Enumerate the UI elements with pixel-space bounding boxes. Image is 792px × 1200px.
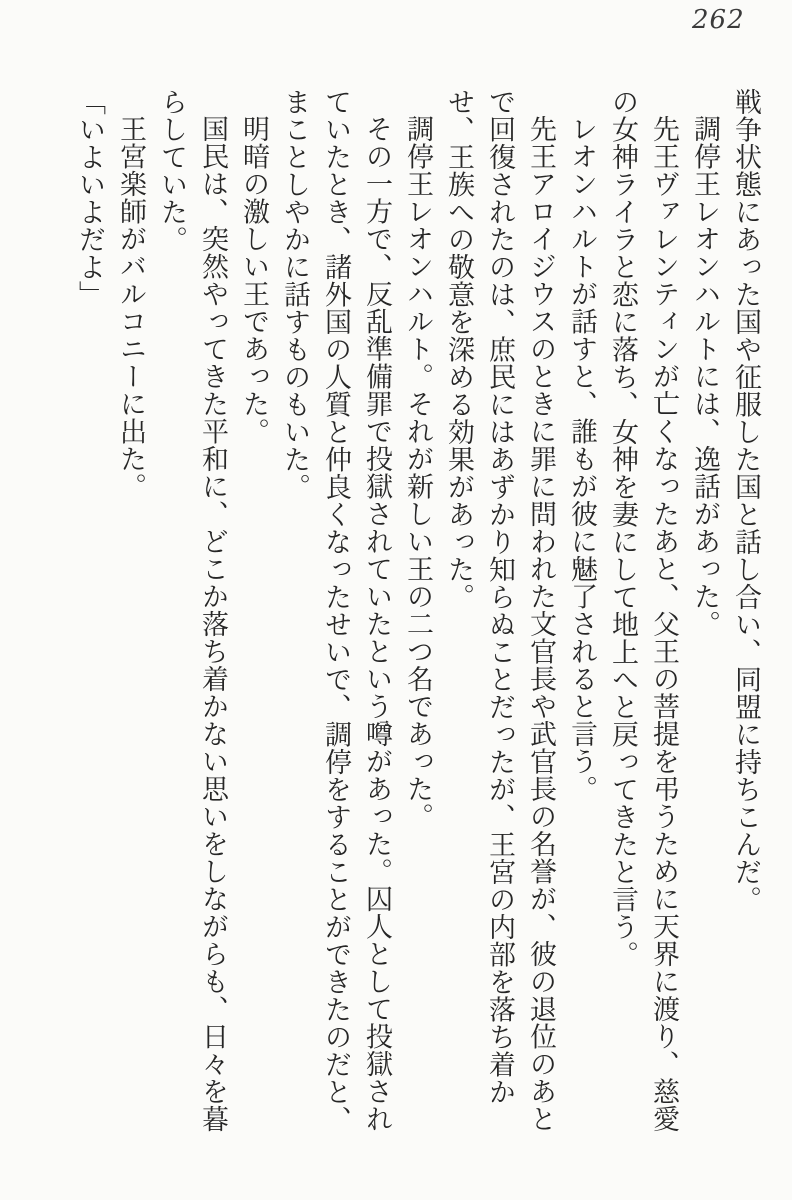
paragraph: その一方で、反乱準備罪で投獄されていたという噂があった。囚人として投獄されていたとき、諸外国の人質と仲良くなったせいで、調停をすることができたのだと、まことしやかに話すものもいた。 [280, 88, 392, 1133]
dialogue-paragraph: 「いよいよだよ」 [75, 88, 105, 308]
paragraph: レオンハルトが話すと、誰もが彼に魅了されると言う。 [567, 115, 597, 803]
paragraph: 王宮楽師がバルコニーに出た。 [116, 115, 146, 500]
paragraph: 調停王レオンハルト。それが新しい王の二つ名であった。 [403, 115, 433, 830]
paragraph: 先王ヴァレンティンが亡くなったあと、父王の菩提を弔うために天界に渡り、慈愛の女神ライラと恋に落ち、女神を妻にして地上へと戻ってきたと言う。 [608, 88, 679, 1133]
page-number: 262 [692, 5, 745, 35]
paragraph: 調停王レオンハルトには、逸話があった。 [690, 115, 720, 638]
paragraph: 国民は、突然やってきた平和に、どこか落ち着かない思いをしながらも、日々を暮らしていた。 [157, 88, 228, 1133]
paragraph: 明暗の激しい王であった。 [239, 115, 269, 445]
paragraph: 先王アロイジウスのときに罪に問われた文官長や武官長の名誉が、彼の退位のあとで回復されたのは、庶民にはあずかり知らぬことだったが、王宮の内部を落ち着かせ、王族への敬意を深める効果があった。 [444, 88, 556, 1133]
text-body [69, 88, 766, 1134]
paragraph: 戦争状態にあった国や征服した国と話し合い、同盟に持ちこんだ。 [731, 88, 761, 913]
